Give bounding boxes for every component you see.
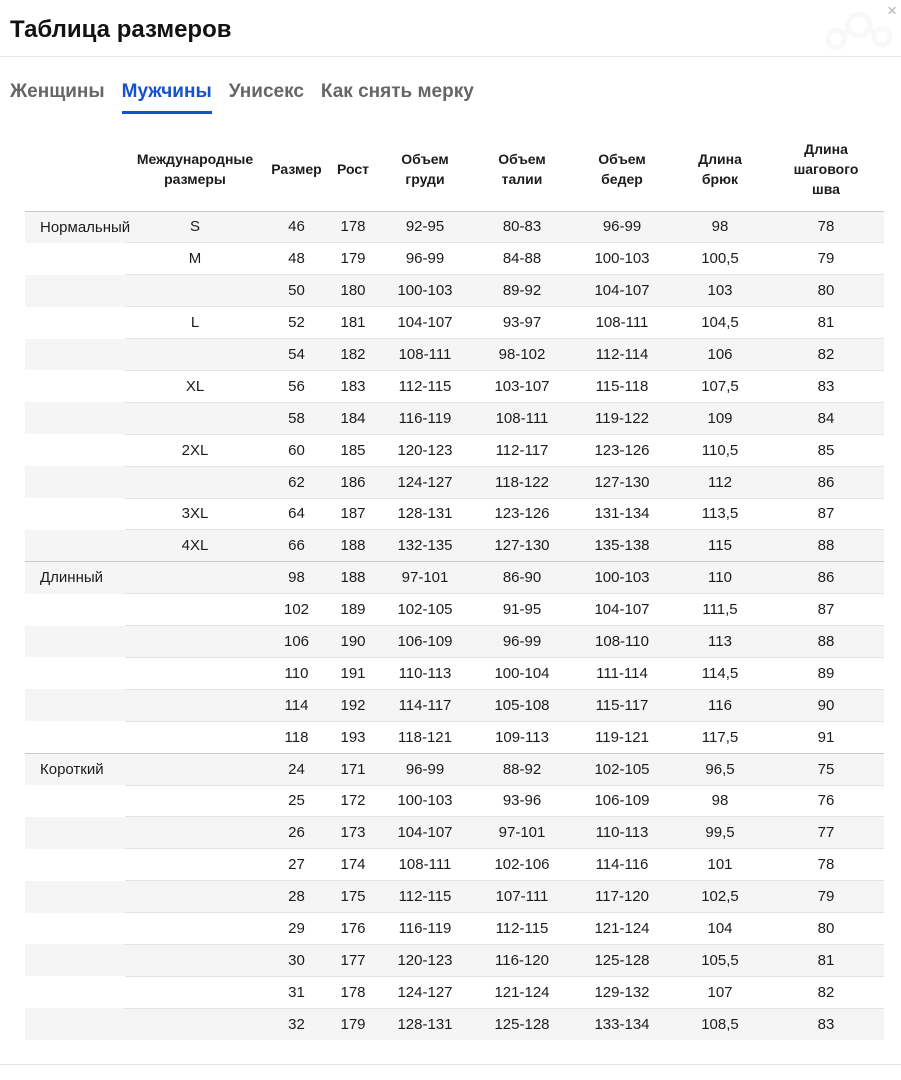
row-group-label [25,402,125,434]
table-cell: 29 [265,913,328,945]
table-cell: 78 [768,211,884,243]
table-cell: 114,5 [672,657,768,689]
watermark-spinner-icon [823,12,895,52]
table-cell: 114-116 [572,849,672,881]
table-cell: 111-114 [572,657,672,689]
table-cell: 101 [672,849,768,881]
table-row [25,498,884,530]
header-waist: Объем талии [498,150,546,188]
table-cell: L [125,307,265,339]
table-cell: 108-111 [378,849,472,881]
row-group-label [25,976,125,1008]
table-cell: 107 [672,976,768,1008]
table-cell: 121-124 [472,976,572,1008]
table-cell: 88 [768,626,884,658]
table-cell: 102,5 [672,881,768,913]
size-table-container [25,128,884,1040]
size-table [25,128,884,1040]
table-cell: 87 [768,498,884,530]
table-cell: 86-90 [472,562,572,594]
table-cell: 102-105 [378,594,472,626]
table-cell: 91-95 [472,594,572,626]
table-cell: 108,5 [672,1008,768,1040]
table-cell: 179 [328,1008,378,1040]
header-pants-length: Длина брюк [698,150,742,188]
table-cell: 118-122 [472,466,572,498]
table-row [25,275,884,307]
table-cell: 3XL [125,498,265,530]
table-cell [125,1008,265,1040]
table-row [25,466,884,498]
table-cell: 106-109 [378,626,472,658]
table-cell [125,785,265,817]
table-cell: 88-92 [472,753,572,785]
table-cell: 81 [768,307,884,339]
table-cell: 133-134 [572,1008,672,1040]
row-group-label [25,275,125,307]
table-cell: 187 [328,498,378,530]
header-international-sizes: Международные размеры [136,150,254,188]
row-group-label [25,817,125,849]
table-cell: 112-115 [378,881,472,913]
row-group-label [25,657,125,689]
row-group-label [25,721,125,753]
header-height: Рост [337,161,369,178]
table-cell: 89 [768,657,884,689]
table-cell: 106-109 [572,785,672,817]
table-cell: 135-138 [572,530,672,562]
table-cell: 110-113 [378,657,472,689]
table-cell: 98 [672,211,768,243]
table-cell: 115 [672,530,768,562]
table-cell: 100,5 [672,243,768,275]
table-cell: 96-99 [572,211,672,243]
size-table-body [25,211,884,1040]
table-cell: 177 [328,944,378,976]
table-cell: 76 [768,785,884,817]
table-row [25,307,884,339]
table-cell: 112 [672,466,768,498]
table-cell: 58 [265,402,328,434]
table-cell: 25 [265,785,328,817]
tab-how-to-measure[interactable]: Как снять мерку [320,81,474,102]
table-cell: 190 [328,626,378,658]
table-cell: 118 [265,721,328,753]
table-cell: 176 [328,913,378,945]
table-cell: 102-106 [472,849,572,881]
table-row [25,562,884,594]
table-cell: 108-111 [572,307,672,339]
row-group-label [25,466,125,498]
table-cell: 123-126 [472,498,572,530]
table-row [25,721,884,753]
table-cell: 109 [672,402,768,434]
table-cell: 104-107 [572,594,672,626]
header-hips: Объем бедер [598,150,646,188]
table-cell: 99,5 [672,817,768,849]
table-cell: 125-128 [572,944,672,976]
table-cell: 132-135 [378,530,472,562]
table-cell: 175 [328,881,378,913]
header-group [25,128,125,211]
table-cell: 110,5 [672,434,768,466]
table-cell: 121-124 [572,913,672,945]
row-group-label [25,434,125,466]
table-cell [125,817,265,849]
table-cell [125,881,265,913]
table-cell: 120-123 [378,944,472,976]
table-cell: 104-107 [378,307,472,339]
table-cell: 116 [672,689,768,721]
table-cell: 84 [768,402,884,434]
table-cell [125,275,265,307]
table-cell: 96-99 [472,626,572,658]
table-cell: 188 [328,562,378,594]
table-cell: 117-120 [572,881,672,913]
table-cell: 178 [328,976,378,1008]
table-row [25,881,884,913]
table-row [25,913,884,945]
table-cell: 103-107 [472,370,572,402]
header-inseam-length: Длина шагового шва [793,140,859,198]
table-cell: 113 [672,626,768,658]
row-group-label: Нормальный [25,211,125,243]
table-cell: 93-96 [472,785,572,817]
table-cell: 27 [265,849,328,881]
table-cell [125,657,265,689]
table-row [25,370,884,402]
row-group-label [25,370,125,402]
table-row [25,849,884,881]
table-cell: 106 [672,339,768,371]
table-cell: 78 [768,849,884,881]
table-cell: 116-120 [472,944,572,976]
table-cell: 32 [265,1008,328,1040]
table-cell: 112-115 [378,370,472,402]
table-cell: 112-114 [572,339,672,371]
table-cell: 2XL [125,434,265,466]
table-cell: 86 [768,562,884,594]
table-cell: 131-134 [572,498,672,530]
table-cell: 26 [265,817,328,849]
table-cell: 64 [265,498,328,530]
table-cell: 108-110 [572,626,672,658]
table-cell: 171 [328,753,378,785]
table-cell: S [125,211,265,243]
table-cell [125,402,265,434]
table-cell: 96-99 [378,753,472,785]
table-cell: 85 [768,434,884,466]
table-cell: 80-83 [472,211,572,243]
table-cell: 110-113 [572,817,672,849]
table-cell: 88 [768,530,884,562]
table-cell: 186 [328,466,378,498]
table-cell: 52 [265,307,328,339]
tab-men[interactable]: Мужчины [122,81,212,114]
row-group-label: Длинный [25,562,125,594]
table-cell: 119-122 [572,402,672,434]
table-row [25,530,884,562]
table-cell: 54 [265,339,328,371]
table-cell: 86 [768,466,884,498]
table-cell: 110 [265,657,328,689]
table-cell: 123-126 [572,434,672,466]
table-row [25,785,884,817]
table-row [25,689,884,721]
header-size: Размер [271,161,322,178]
table-cell: 115-117 [572,689,672,721]
table-row [25,434,884,466]
table-cell: 127-130 [472,530,572,562]
table-cell: 105-108 [472,689,572,721]
table-row [25,339,884,371]
table-row [25,243,884,275]
table-row [25,402,884,434]
table-cell: 83 [768,1008,884,1040]
table-cell: 56 [265,370,328,402]
table-cell: 127-130 [572,466,672,498]
table-row [25,1008,884,1040]
row-group-label [25,307,125,339]
modal-header [0,0,901,57]
table-cell [125,594,265,626]
table-cell: 179 [328,243,378,275]
table-cell [125,466,265,498]
table-cell: 75 [768,753,884,785]
table-cell: 92-95 [378,211,472,243]
table-cell: 81 [768,944,884,976]
table-cell: 91 [768,721,884,753]
row-group-label [25,881,125,913]
table-cell: 100-104 [472,657,572,689]
table-cell [125,753,265,785]
table-cell: 102 [265,594,328,626]
table-cell: 173 [328,817,378,849]
table-cell: 106 [265,626,328,658]
table-cell: 89-92 [472,275,572,307]
table-cell: 98-102 [472,339,572,371]
table-cell [125,339,265,371]
table-cell: 188 [328,530,378,562]
table-cell: 107-111 [472,881,572,913]
table-cell: 184 [328,402,378,434]
table-cell: 98 [672,785,768,817]
table-row [25,594,884,626]
table-cell: 96-99 [378,243,472,275]
table-row [25,657,884,689]
table-cell: 100-103 [572,562,672,594]
row-group-label [25,944,125,976]
table-cell: 116-119 [378,913,472,945]
table-cell: 182 [328,339,378,371]
table-cell [125,562,265,594]
table-cell: 115-118 [572,370,672,402]
page-title: Таблица размеров [10,16,232,43]
row-group-label [25,785,125,817]
table-cell: 83 [768,370,884,402]
table-cell: 111,5 [672,594,768,626]
table-cell: 100-103 [378,275,472,307]
table-cell: 87 [768,594,884,626]
row-group-label [25,498,125,530]
table-cell: 48 [265,243,328,275]
table-cell: 93-97 [472,307,572,339]
table-cell: 30 [265,944,328,976]
table-cell: 128-131 [378,498,472,530]
table-cell: 192 [328,689,378,721]
table-cell: 103 [672,275,768,307]
table-cell: 116-119 [378,402,472,434]
table-cell: 105,5 [672,944,768,976]
table-cell: 120-123 [378,434,472,466]
table-cell: 109-113 [472,721,572,753]
close-icon[interactable]: × [887,1,897,20]
table-cell [125,626,265,658]
row-group-label [25,849,125,881]
table-cell: 100-103 [378,785,472,817]
table-cell: 114 [265,689,328,721]
table-cell: 112-115 [472,913,572,945]
table-cell: 189 [328,594,378,626]
row-group-label: Короткий [25,753,125,785]
table-cell: 62 [265,466,328,498]
table-cell: 4XL [125,530,265,562]
table-cell: 104-107 [378,817,472,849]
row-group-label [25,689,125,721]
table-cell: 97-101 [378,562,472,594]
table-cell: 112-117 [472,434,572,466]
table-cell: 191 [328,657,378,689]
row-group-label [25,243,125,275]
table-cell: 90 [768,689,884,721]
table-row [25,626,884,658]
table-cell: 117,5 [672,721,768,753]
table-row [25,753,884,785]
table-cell: 129-132 [572,976,672,1008]
table-cell: 50 [265,275,328,307]
row-group-label [25,913,125,945]
table-cell: 60 [265,434,328,466]
table-cell: 82 [768,976,884,1008]
table-cell: 79 [768,881,884,913]
table-row [25,211,884,243]
table-cell: 97-101 [472,817,572,849]
table-cell: XL [125,370,265,402]
table-row [25,976,884,1008]
row-group-label [25,594,125,626]
row-group-label [25,530,125,562]
row-group-label [25,626,125,658]
table-cell: 110 [672,562,768,594]
table-cell: 77 [768,817,884,849]
table-cell: 124-127 [378,976,472,1008]
table-cell: 172 [328,785,378,817]
table-cell: 31 [265,976,328,1008]
row-group-label [25,339,125,371]
table-cell: M [125,243,265,275]
table-cell: 118-121 [378,721,472,753]
table-cell: 102-105 [572,753,672,785]
table-cell: 108-111 [378,339,472,371]
table-cell: 108-111 [472,402,572,434]
table-cell: 185 [328,434,378,466]
table-cell: 104,5 [672,307,768,339]
table-cell: 104 [672,913,768,945]
row-group-label [25,1008,125,1040]
tab-bar [10,81,901,114]
table-cell [125,721,265,753]
table-row [25,817,884,849]
table-cell: 80 [768,275,884,307]
table-row [25,944,884,976]
table-cell: 98 [265,562,328,594]
table-cell: 181 [328,307,378,339]
table-cell: 100-103 [572,243,672,275]
table-cell: 66 [265,530,328,562]
tab-unisex[interactable]: Унисекс [228,81,304,102]
table-cell: 79 [768,243,884,275]
table-cell: 107,5 [672,370,768,402]
table-cell: 174 [328,849,378,881]
table-cell: 84-88 [472,243,572,275]
table-header-row [25,128,884,211]
table-cell [125,976,265,1008]
table-cell: 183 [328,370,378,402]
footer-divider [0,1064,901,1065]
table-cell: 104-107 [572,275,672,307]
table-cell [125,944,265,976]
table-cell: 113,5 [672,498,768,530]
table-cell: 82 [768,339,884,371]
table-cell: 28 [265,881,328,913]
table-cell: 80 [768,913,884,945]
table-cell [125,689,265,721]
header-chest: Объем груди [401,150,449,188]
table-cell: 178 [328,211,378,243]
table-cell: 114-117 [378,689,472,721]
table-cell: 180 [328,275,378,307]
table-cell: 96,5 [672,753,768,785]
table-cell: 46 [265,211,328,243]
table-cell: 128-131 [378,1008,472,1040]
tab-women[interactable]: Женщины [10,81,105,102]
table-cell: 124-127 [378,466,472,498]
table-cell: 24 [265,753,328,785]
table-cell [125,913,265,945]
table-cell: 119-121 [572,721,672,753]
table-cell: 125-128 [472,1008,572,1040]
table-cell [125,849,265,881]
table-cell: 193 [328,721,378,753]
